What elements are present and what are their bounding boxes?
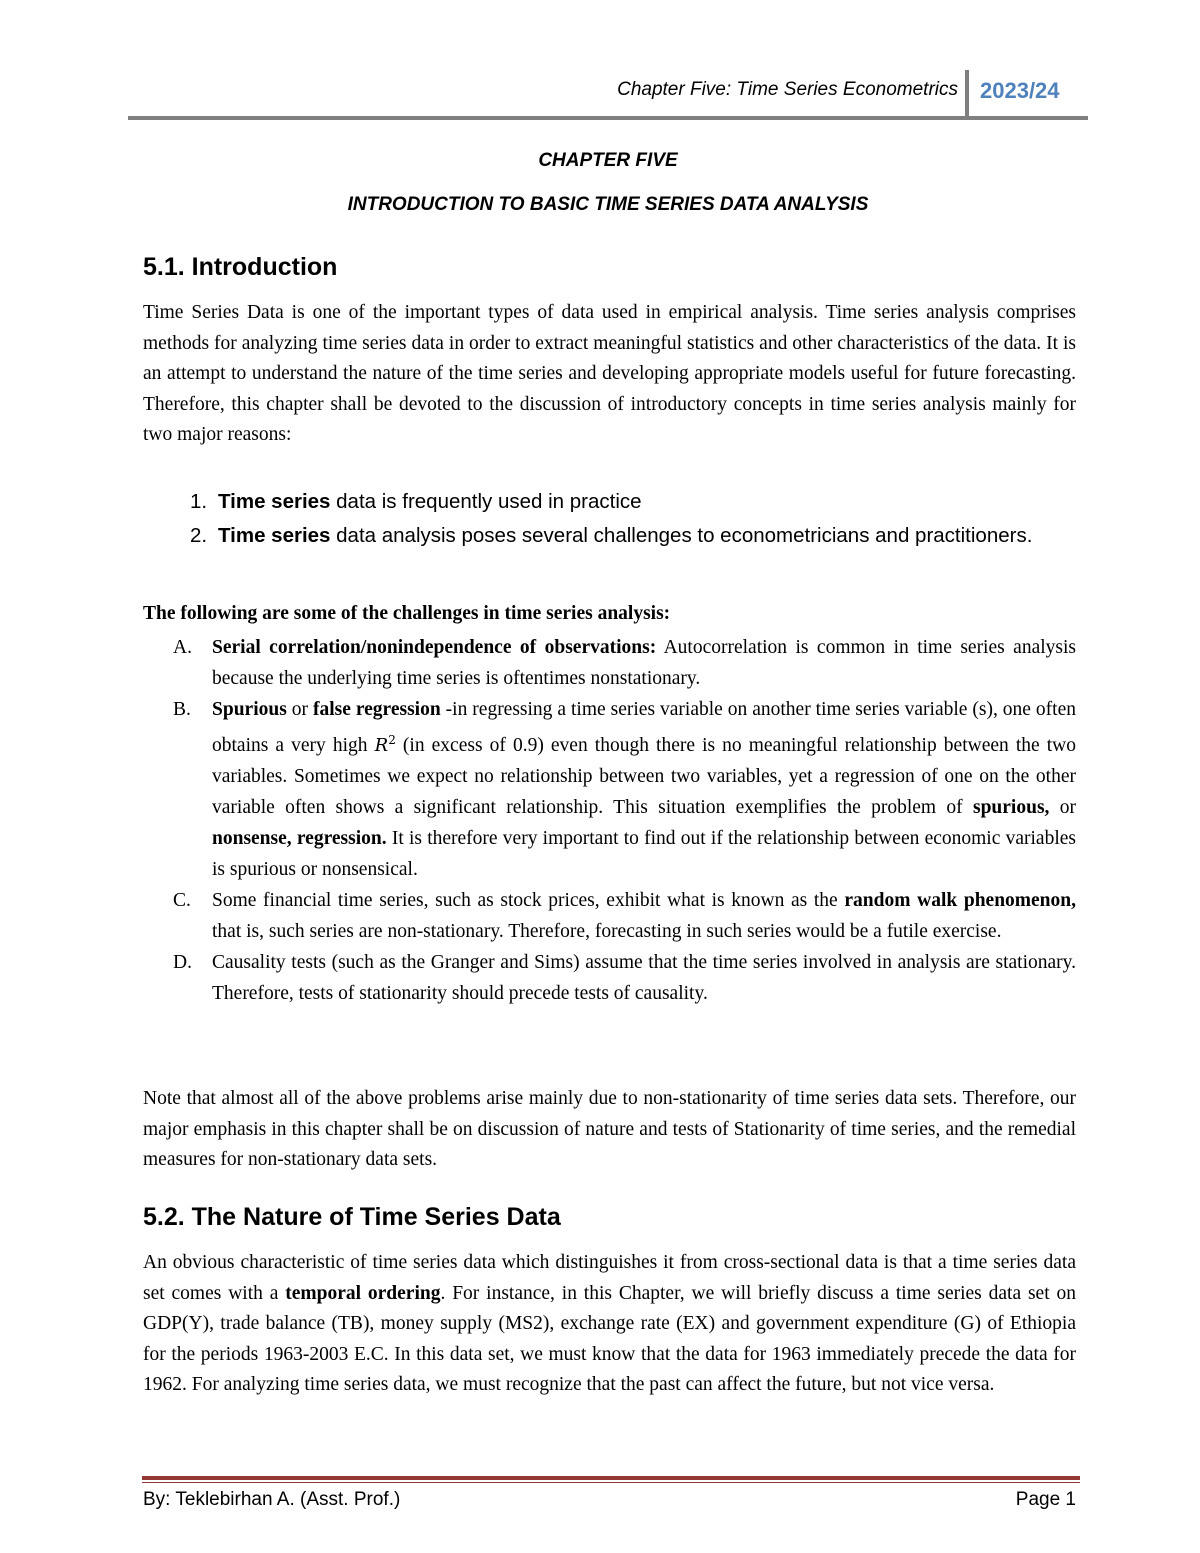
paragraph-text: An obvious characteristic of time series data which distinguishes it from cross-sectional data is that a time series data set comes with a (143, 1252, 1076, 1304)
list-marker: B. (173, 699, 191, 720)
challenge-bold: nonsense, regression. (212, 828, 387, 849)
list-marker: D. (173, 952, 192, 973)
list-item (173, 632, 1076, 694)
challenge-bold: spurious, (973, 797, 1050, 818)
reason-text: data analysis poses several challenges to econometricians and practitioners. (330, 524, 1033, 547)
intro-paragraph: Time Series Data is one of the important types of data used in empirical analysis. Time series analysis comprises methods for analyzing time series data in order to extract meaningful statistics and other characteristics of the data. It is an attempt to understand the nature of the time series and developing appropriate models useful for future forecasting. Therefore, this chapter shall be devoted to the discussion of introductory concepts in time series analysis mainly for two major reasons: (143, 302, 1076, 445)
r-squared-symbol (375, 735, 396, 756)
challenges-list (173, 632, 1076, 1009)
footer-rule (142, 1476, 1080, 1480)
challenge-bold: false regression (312, 699, 441, 720)
header-divider (965, 70, 969, 117)
list-marker: 2. (190, 524, 208, 547)
footer-rule-thin (142, 1482, 1080, 1483)
challenge-text: (in excess of 0.9) even though there is no meaningful relationship between the two variables. Sometimes we expect no relationship between two variables, yet a regression of one on the other variable often shows a significant relationship. This situation exemplifies the problem of (212, 735, 1076, 818)
section-heading-nature: 5.2. The Nature of Time Series Data (143, 1203, 561, 1231)
list-item (190, 519, 1076, 553)
reason-text: data is frequently used in practice (330, 490, 642, 513)
challenge-bold: Spurious (212, 699, 287, 720)
challenge-text: or (286, 699, 313, 720)
r-symbol: R (374, 735, 389, 756)
list-item (173, 694, 1076, 885)
challenge-text: or (1049, 797, 1076, 818)
nature-paragraph (143, 1248, 1076, 1401)
challenge-bold: Serial correlation/nonindependence of observations: (212, 637, 657, 658)
challenge-text: Autocorrelation is common in time series analysis because the underlying time series is oftentimes nonstationary. (212, 637, 1076, 689)
paragraph-text: . For instance, in this Chapter, we will briefly discuss a time series data set on GDP(Y), trade balance (TB), money supply (MS2), exchange rate (EX) and government expenditure (G) of Ethiopia for the periods 1963-2003 E.C. In this data set, we must know that the data for 1963 immediately precede the data for 1962. For analyzing time series data, we must recognize that the past can affect the future, but not vice versa. (143, 1282, 1076, 1395)
chapter-number-title: CHAPTER FIVE (538, 150, 678, 171)
header-rule (128, 116, 1088, 120)
challenge-bold: random walk phenomenon, (844, 890, 1076, 911)
list-marker: A. (173, 637, 192, 658)
list-item (190, 485, 1076, 519)
header-year: 2023/24 (980, 78, 1060, 103)
list-item (173, 885, 1076, 947)
header-title: Chapter Five: Time Series Econometrics (617, 79, 958, 100)
note-paragraph: Note that almost all of the above problems arise mainly due to non-stationarity of time series data sets. Therefore, our major emphasis in this chapter shall be on discussion of nature and tests of Stationarity of time series, and the remedial measures for non-stationary data sets. (143, 1088, 1076, 1170)
footer-author: By: Teklebirhan A. (Asst. Prof.) (143, 1489, 401, 1510)
challenge-text: -in regressing a time series variable on another time series variable (s), one often obtains a very high (212, 699, 1076, 756)
challenge-text: that is, such series are non-stationary. Therefore, forecasting in such series would be a futile exercise. (212, 921, 1002, 942)
reasons-list (190, 485, 1076, 553)
challenge-text: It is therefore very important to find out if the relationship between economic variables is spurious or nonsensical. (212, 828, 1076, 880)
page-header (128, 66, 1088, 122)
challenge-text: Some financial time series, such as stock prices, exhibit what is known as the (212, 890, 845, 911)
footer-page-number: Page 1 (1015, 1489, 1076, 1510)
list-marker: C. (173, 890, 191, 911)
reason-bold: Time series (218, 524, 331, 547)
list-item (173, 947, 1076, 1009)
reason-bold: Time series (218, 490, 331, 513)
r-exponent: 2 (388, 733, 396, 747)
section-heading-intro: 5.1. Introduction (143, 253, 338, 281)
challenge-text: Causality tests (such as the Granger and Sims) assume that the time series involved in analysis are stationary. Therefore, tests of stationarity should precede tests of causality. (212, 952, 1076, 1004)
chapter-subtitle: INTRODUCTION TO BASIC TIME SERIES DATA ANALYSIS (347, 194, 869, 215)
temporal-ordering-bold: temporal ordering (285, 1282, 441, 1304)
challenges-heading: The following are some of the challenges in time series analysis: (143, 603, 671, 624)
list-marker: 1. (190, 490, 208, 513)
